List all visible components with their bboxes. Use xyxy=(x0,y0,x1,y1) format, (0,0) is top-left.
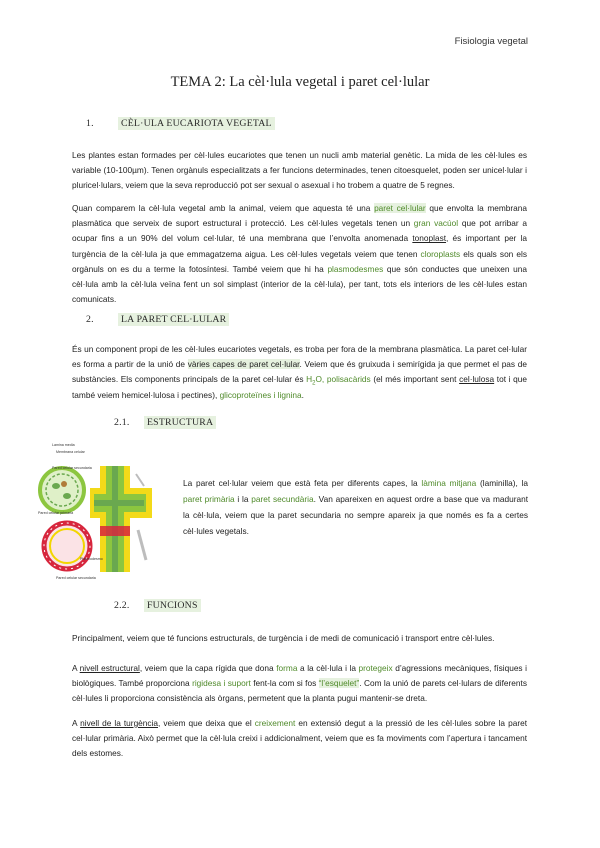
term-primary-wall: paret primària xyxy=(183,494,235,504)
cell-wall-figure xyxy=(34,440,162,580)
term-cellulose: cel·lulosa xyxy=(459,374,495,385)
term-shape: forma xyxy=(276,663,298,673)
term-layers: vàries capes de paret cel·lular xyxy=(187,359,300,370)
term-tonoplast: tonoplast xyxy=(412,233,447,244)
section-title: ESTRUCTURA xyxy=(144,416,216,429)
label-secondary-wall-top: Pared celular secundaria xyxy=(52,466,92,470)
term-cell-wall: paret cel·lular xyxy=(374,203,426,213)
paragraph-cell-wall: És un component propi de les cèl·lules eucariotes vegetals, es troba per fora de la membrana plasmàtica. La paret cel·lular es forma a partir de la unió de vàries capes de paret cel·lular. Veiem que és gruixuda i semirígida ja que permet el pas de substàncies. Els components principals de la paret cel·lular és $H_2O$, polisacàrids (el més important sent cel·lulosa tot i que també veiem hemicel·lulosa i pectines), glicoproteïnes i lignina. xyxy=(72,344,528,400)
upper-cell-illustration xyxy=(40,468,84,512)
term-structural-level: nivell estructural xyxy=(79,663,140,673)
lower-cell-illustration xyxy=(44,523,90,569)
section-number: 2. xyxy=(86,314,94,325)
term-middle-lamella: làmina mitjana xyxy=(421,478,477,488)
paragraph-comparison: Quan comparem la cèl·lula vegetal amb la animal, veiem que aquesta té una paret cel·lular que envolta la membrana plasmàtica que serveix de suport estructural i protecció. Les cèl·lules vegetals tenen un gran vacúol que pot arribar a ocupar fins a un 90% del volum cel·lular, té una membrana que l’envolta anomenada tonoplast, és important per la turgència de la cèl·lula ja que emmagatzema aigua. Les cèl·lules vegetals veiem que tenen cloroplasts els quals son els orgànuls on es du a terme la fotosíntesi. També veiem que hi ha plasmodesmes que són conductes que uneixen una cèl·lula amb la cèl·lula veïna fent un sol simplast (interior de la cèl·lula), per tant, tots els interiors de les cèl·lules estan comunicats. xyxy=(72,203,528,305)
subsection-2-2-heading xyxy=(114,600,314,614)
cell-wall-diagram xyxy=(34,440,162,580)
label-plasmodesma: Plasmodesmo xyxy=(80,557,103,561)
section-number: 2.2. xyxy=(114,600,130,611)
section-title: FUNCIONS xyxy=(144,599,201,612)
label-secondary-wall-bottom: Pared celular secundaria xyxy=(56,576,96,580)
paragraph-text: Les plantes estan formades per cèl·lules eucariotes que tenen un nucli amb material genètic. La mida de les cèl·lules es variable (10-100µm). Tenen orgànuls especialitzats a fer funcions determinades, tenen citoesquelet, poden ser unicel·lular i pluricel·lulars, veiem que la seva reproducció pot ser sexual o asexual i ho trobem a quatre de 5 regnes. xyxy=(72,150,527,191)
term-turgor-level: nivell de la turgència xyxy=(80,718,159,728)
term-secondary-wall: paret secundària xyxy=(251,494,314,504)
term-growth: creixement xyxy=(254,718,296,728)
term-plasmodesmata: plasmodesmes xyxy=(327,263,384,274)
term-vacuole: gran vacúol xyxy=(413,218,459,229)
page-title: TEMA 2: La cèl·lula vegetal i paret cel·lular xyxy=(170,74,430,90)
term-water: $H_2O$, polisacàrids xyxy=(306,374,371,388)
term-skeleton: “l’esquelet” xyxy=(318,678,360,689)
section-number: 1. xyxy=(86,118,94,129)
section-number: 2.1. xyxy=(114,417,130,428)
label-primary-wall: Pared celular primaria xyxy=(38,511,74,515)
section-1-heading xyxy=(86,118,386,132)
paragraph-intro xyxy=(72,148,527,194)
label-lamina-media: Lamina media xyxy=(52,443,75,447)
subsection-2-1-heading xyxy=(114,417,314,431)
paragraph-turgor-level: A nivell de la turgència, veiem que deixa que el creixement en extensió degut a la pressió de les cèl·lules sobre la paret cel·lular primària. Això permet que la cèl·lula creixi i addicionalment, veiem que es fa moviments com l’apertura i tancament dels estomes. xyxy=(72,718,528,759)
term-chloroplasts: cloroplasts xyxy=(420,248,461,259)
term-protects: protegeix xyxy=(358,663,393,673)
section-title: CÈL·ULA EUCARIOTA VEGETAL xyxy=(118,117,275,130)
paragraph-structure: La paret cel·lular veiem que està feta per diferents capes, la làmina mitjana (laminilla), la paret primària i la paret secundària. Van apareixen en aquest ordre a base que va madurant la cèl·lula, veiem que la paret secundaria no sempre apareix ja que només es fa a certes cèl·lules vegetals. xyxy=(183,478,529,536)
running-header: Fisiologia vegetal xyxy=(454,36,528,47)
section-2-heading xyxy=(86,314,386,328)
term-glycoproteins: glicoproteïnes i lignina xyxy=(219,389,302,400)
section-title: LA PARET CEL·LULAR xyxy=(118,313,229,326)
paragraph-functions: Principalment, veiem que té funcions estructurals, de turgència i de medi de comunicació i transport entre cèl·lules. xyxy=(72,633,495,643)
paragraph-structural-level: A nivell estructural, veiem que la capa rígida que dona forma a la cèl·lula i la protegeix d’agressions mecàniques, físiques i biològiques. També proporciona rigidesa i suport fent-la com si fos “l’esquelet”. Com la unió de parets cel·lulars de diferents cèl·lules li proporciona consistència als òrgans, permetent que la planta pugui mantenir-se dreta. xyxy=(72,663,527,704)
label-cell-membrane: Membrana celular xyxy=(56,450,85,454)
term-rigidity: rigidesa i suport xyxy=(192,678,251,689)
